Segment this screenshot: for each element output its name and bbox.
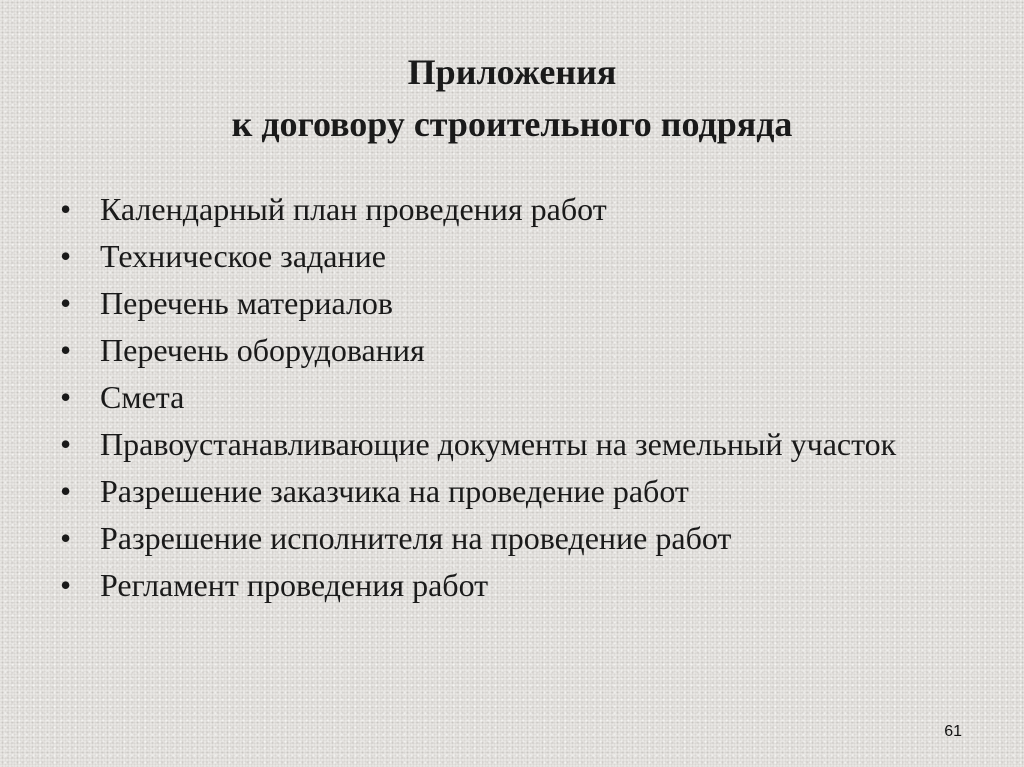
slide-title-line-2: к договору строительного подряда xyxy=(231,104,793,144)
list-item-text: Перечень материалов xyxy=(100,285,394,321)
list-item xyxy=(60,327,980,374)
list-item-text: Техническое задание xyxy=(100,238,386,274)
list-item xyxy=(60,186,980,233)
list-item-text: Разрешение исполнителя на проведение работ xyxy=(100,520,732,556)
list-item-text: Смета xyxy=(100,379,185,415)
page-number: 61 xyxy=(944,723,962,740)
list-item-text: Правоустанавливающие документы на земельный участок xyxy=(100,426,897,462)
list-item-text: Перечень оборудования xyxy=(100,332,425,368)
list-item xyxy=(60,515,980,562)
bullet-icon: • xyxy=(60,238,72,274)
bullet-list xyxy=(60,186,980,609)
slide-title-line-1: Приложения xyxy=(407,52,617,92)
bullet-icon: • xyxy=(60,379,72,415)
list-item-text: Календарный план проведения работ xyxy=(100,191,607,227)
list-item xyxy=(60,374,980,421)
bullet-icon: • xyxy=(60,426,72,462)
list-item-text: Разрешение заказчика на проведение работ xyxy=(100,473,689,509)
bullet-icon: • xyxy=(60,191,72,227)
list-item xyxy=(60,468,980,515)
list-item xyxy=(60,233,980,280)
bullet-icon: • xyxy=(60,285,72,321)
list-item-text: Регламент проведения работ xyxy=(100,567,489,603)
slide-title xyxy=(0,46,1024,150)
bullet-icon: • xyxy=(60,567,72,603)
bullet-icon: • xyxy=(60,520,72,556)
list-item xyxy=(60,280,980,327)
list-item xyxy=(60,562,980,609)
bullet-icon: • xyxy=(60,473,72,509)
bullet-icon: • xyxy=(60,332,72,368)
list-item xyxy=(60,421,980,468)
